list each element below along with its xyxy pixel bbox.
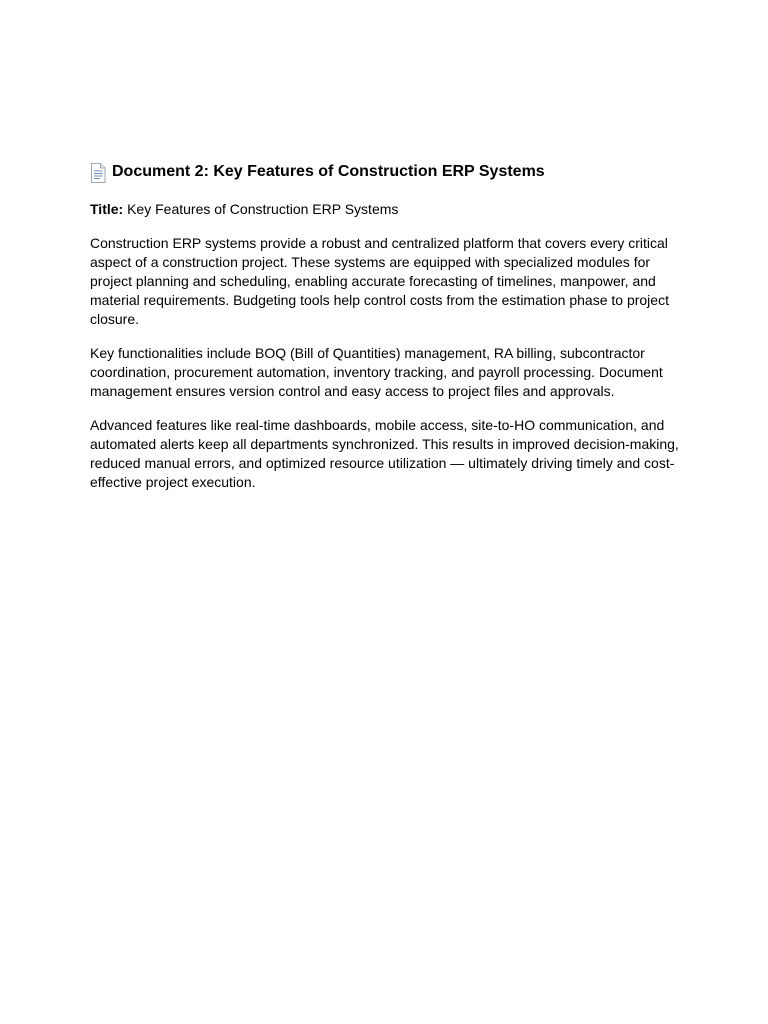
document-page <box>90 160 680 507</box>
paragraph-functionalities: Key functionalities include BOQ (Bill of Quantities) management, RA billing, subcontractor coordination, procurement automation, inventory tracking, and payroll processing. Document management ensures version control and easy access to project files and approvals. <box>90 345 663 399</box>
paragraph-advanced-features: Advanced features like real-time dashboards, mobile access, site-to-HO communication, and automated alerts keep all departments synchronized. This results in improved decision-making, reduced manual errors, and optimized resource utilization — ultimately driving timely and cost-effective project execution. <box>90 417 679 490</box>
document-icon <box>90 163 106 183</box>
title-value: Key Features of Construction ERP Systems <box>127 201 399 217</box>
paragraph-overview: Construction ERP systems provide a robust and centralized platform that covers every critical aspect of a construction project. These systems are equipped with specialized modules for project planning and scheduling, enabling accurate forecasting of timelines, manpower, and material requirements. Budgeting tools help control costs from the estimation phase to project closure. <box>90 235 669 327</box>
title-line <box>90 200 680 219</box>
title-label: Title: <box>90 201 124 217</box>
document-heading <box>90 160 680 184</box>
heading-text: Document 2: Key Features of Construction ERP Systems <box>112 163 545 180</box>
